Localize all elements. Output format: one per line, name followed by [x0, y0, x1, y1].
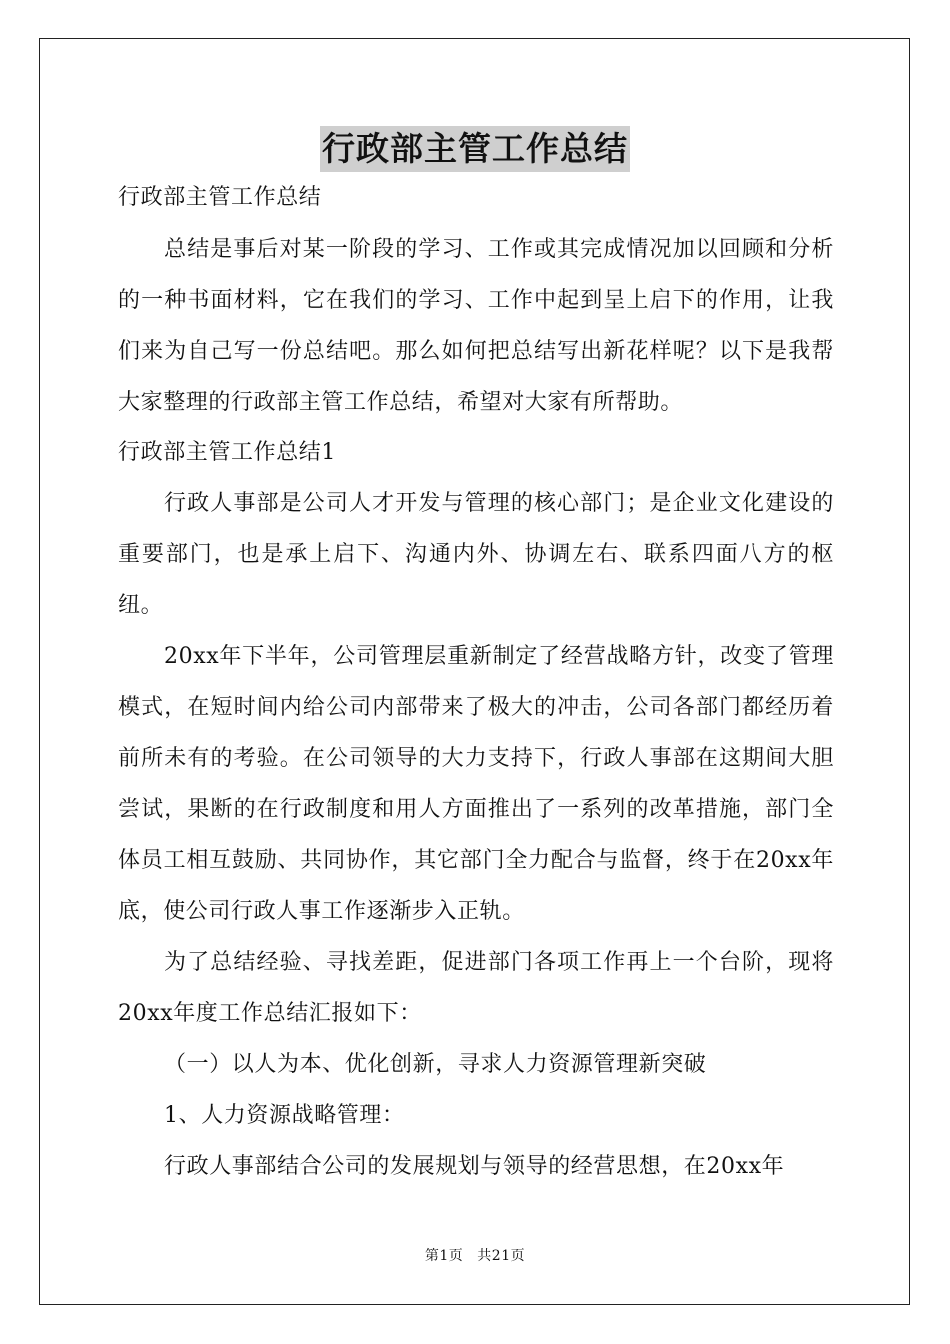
document-title: 行政部主管工作总结 — [320, 126, 630, 172]
intro-paragraph: 总结是事后对某一阶段的学习、工作或其完成情况加以回顾和分析的一种书面材料，它在我们的学习、工作中起到呈上启下的作用，让我们来为自己写一份总结吧。那么如何把总结写出新花样呢？以下是我帮大家整理的行政部主管工作总结，希望对大家有所帮助。 — [118, 237, 834, 415]
page-total: 共21页 — [477, 1248, 526, 1264]
section-heading: 行政部主管工作总结1 — [118, 440, 336, 465]
page-footer — [0, 1245, 950, 1265]
sub-heading-2: 1、人力资源战略管理： — [164, 1103, 405, 1128]
body-paragraph-1: 行政人事部是公司人才开发与管理的核心部门；是企业文化建设的重要部门，也是承上启下、沟通内外、协调左右、联系四面八方的枢纽。 — [118, 491, 834, 618]
sub-heading-1: （一）以人为本、优化创新，寻求人力资源管理新突破 — [164, 1052, 707, 1077]
last-paragraph: 行政人事部结合公司的发展规划与领导的经营思想，在20xx年 — [164, 1154, 785, 1179]
document-subtitle: 行政部主管工作总结 — [118, 185, 322, 210]
body-paragraph-2: 20xx年下半年，公司管理层重新制定了经营战略方针，改变了管理模式，在短时间内给公司内部带来了极大的冲击，公司各部门都经历着前所未有的考验。在公司领导的大力支持下，行政人事部在这期间大胆尝试，果断的在行政制度和用人方面推出了一系列的改革措施，部门全体员工相互鼓励、共同协作，其它部门全力配合与监督，终于在20xx年底，使公司行政人事工作逐渐步入正轨。 — [118, 644, 834, 924]
document-body — [118, 180, 834, 1192]
body-paragraph-3: 为了总结经验、寻找差距，促进部门各项工作再上一个台阶，现将20xx年度工作总结汇报如下： — [118, 950, 834, 1026]
title-container — [0, 126, 950, 172]
page-number: 第1页 — [424, 1248, 464, 1264]
